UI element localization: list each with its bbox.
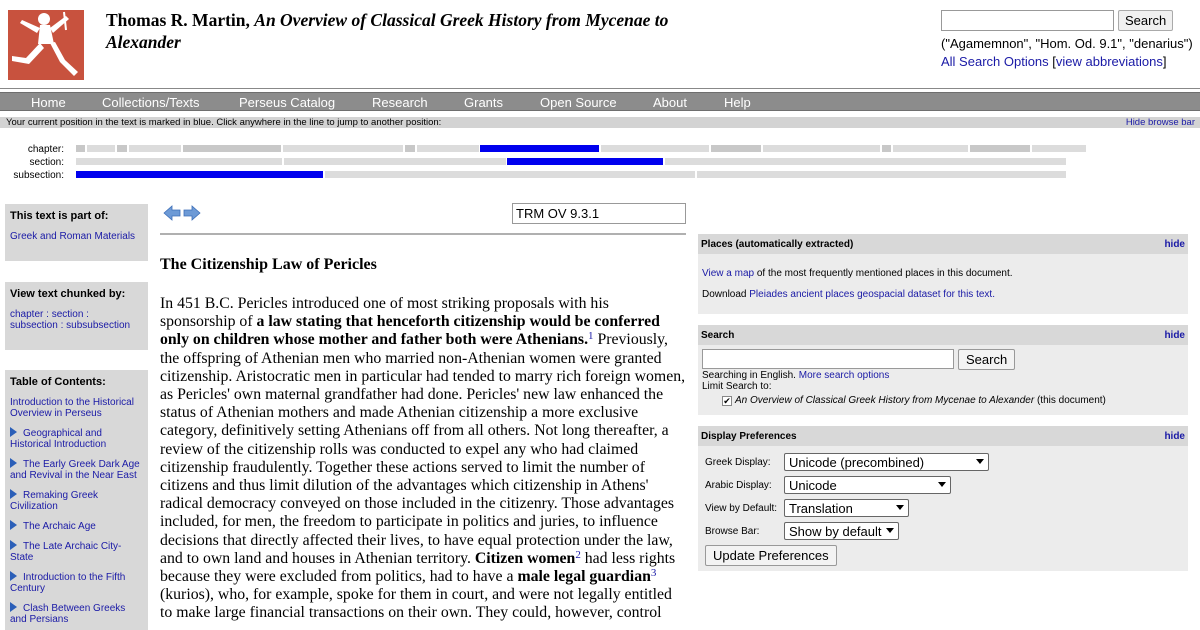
bracket-open: [ xyxy=(1052,54,1056,69)
chapter-segment-current[interactable] xyxy=(480,145,599,152)
text-navigation xyxy=(163,205,203,221)
preferences-heading: Display Preferences xyxy=(701,431,797,442)
chunk-subsection-link[interactable]: subsection xyxy=(10,320,58,331)
search-input[interactable] xyxy=(941,10,1114,31)
browse-bar-instructions: Your current position in the text is marked in blue. Click anywhere in the line to jump to another position: xyxy=(6,117,442,128)
page-title xyxy=(106,9,726,53)
section-segment[interactable] xyxy=(76,158,282,165)
toc-item-label[interactable]: Introduction to the Fifth Century xyxy=(10,572,126,594)
chunk-separator: : xyxy=(60,320,64,331)
section-segment[interactable] xyxy=(284,158,506,165)
hide-browse-bar-link[interactable]: Hide browse bar xyxy=(1125,117,1195,128)
toc-item-label[interactable]: The Early Greek Dark Age and Revival in the Near East xyxy=(10,459,140,481)
body-text-segment: (kurios), who, for example, spoke for them in court, and were not legally entitled to make large financial transactions on their own. They could, however, control xyxy=(160,586,672,622)
chapter-segment[interactable] xyxy=(129,145,181,152)
body-text xyxy=(160,295,688,623)
chapter-segment[interactable] xyxy=(417,145,479,152)
limit-checkbox[interactable]: ✔ xyxy=(723,396,731,406)
expand-arrow-icon[interactable] xyxy=(10,427,17,437)
search-panel-header xyxy=(698,325,1188,345)
toc-item-label[interactable]: The Late Archaic City-State xyxy=(10,541,122,563)
main-nav xyxy=(0,92,1200,111)
toc-item[interactable] xyxy=(10,540,143,563)
chevron-down-icon xyxy=(976,459,984,464)
browse-label-section: section: xyxy=(29,157,64,168)
chapter-segment[interactable] xyxy=(970,145,1030,152)
chapter-segment[interactable] xyxy=(601,145,709,152)
toc-item[interactable] xyxy=(10,571,143,594)
update-preferences-button[interactable]: Update Preferences xyxy=(705,545,837,566)
searching-in-text: Searching in English. xyxy=(702,370,796,381)
search-language-line xyxy=(702,370,889,381)
toc-item-label[interactable]: Clash Between Greeks and Persians xyxy=(10,603,126,625)
nav-research[interactable]: Research xyxy=(372,95,428,110)
header xyxy=(0,0,1200,90)
next-arrow-icon[interactable] xyxy=(184,206,200,220)
toc-item[interactable] xyxy=(10,520,143,532)
part-of-heading: This text is part of: xyxy=(10,210,109,222)
search-links xyxy=(941,54,1167,69)
expand-arrow-icon[interactable] xyxy=(10,520,17,530)
browse-bar-pref-select[interactable] xyxy=(784,522,899,540)
display-preferences-panel xyxy=(698,426,1188,571)
view-default-value: Translation xyxy=(789,501,853,516)
toc-item[interactable] xyxy=(10,427,143,450)
arabic-display-label: Arabic Display: xyxy=(705,480,772,491)
chapter-segment[interactable] xyxy=(405,145,415,152)
chapter-segment[interactable] xyxy=(763,145,880,152)
divider xyxy=(160,233,686,235)
body-text-bold: male legal guardian xyxy=(517,568,651,586)
footnote-3[interactable] xyxy=(651,567,657,579)
nav-perseus-catalog[interactable]: Perseus Catalog xyxy=(239,95,336,110)
chapter-segment[interactable] xyxy=(1032,145,1086,152)
citation-input[interactable] xyxy=(512,203,686,224)
view-map-text: of the most frequently mentioned places in this document. xyxy=(754,268,1013,279)
download-text: Download xyxy=(702,289,750,300)
chapter-segment[interactable] xyxy=(893,145,968,152)
body-text-segment: In 451 B.C. Pericles introduced one of most striking proposals with his sponsorship of xyxy=(160,295,609,331)
bracket-close: ] xyxy=(1162,54,1167,69)
greek-display-label: Greek Display: xyxy=(705,457,771,468)
chunk-links xyxy=(10,309,143,331)
nav-collections[interactable]: Collections/Texts xyxy=(102,95,200,110)
expand-arrow-icon[interactable] xyxy=(10,571,17,581)
greek-roman-materials-link[interactable]: Greek and Roman Materials xyxy=(10,231,136,242)
body-text-segment: Previously, the offspring of Athenian men who married non-Athenian women were granted citizenship. Aristocratic men in particular had tended to marry rich foreign women, as Pericles' own maternal grandfather had done. Pericles' new law enhanced the status of Athenian mothers and made Athenian citizenship a more exclusive category, definitively setting Athenians off from all others. Not long thereafter, a review of the citizenship rolls was conducted to expel any who had claimed citizenship fraudulently. Together these actions served to limit the number of citizens and thus limit dilution of the advantages which citizenship in Athens' radical democracy conveyed on those included in the citizenry. Those advantages included, for men, the freedom to participate in politics and juries, to influence decisions that directly affected their lives, to have equal protection under the law, and to own land and houses in Athenian territory. xyxy=(160,331,686,567)
toc-item-label[interactable]: The Archaic Age xyxy=(23,521,96,532)
subsection-browse-bar[interactable] xyxy=(76,171,1066,178)
places-download-line xyxy=(702,289,995,300)
section-title: The Citizenship Law of Pericles xyxy=(160,256,377,273)
search-panel xyxy=(698,325,1188,415)
chapter-browse-bar[interactable] xyxy=(76,145,1086,152)
arabic-display-value: Unicode xyxy=(789,478,837,493)
body-text-bold: Citizen women xyxy=(474,549,576,567)
expand-arrow-icon[interactable] xyxy=(10,458,17,468)
nav-grants[interactable]: Grants xyxy=(464,95,504,110)
chapter-segment[interactable] xyxy=(711,145,761,152)
chapter-segment[interactable] xyxy=(87,145,115,152)
perseus-logo[interactable] xyxy=(4,6,88,82)
body-text-bold: a law stating that henceforth citizenship would be conferred only on children whose mother and father both were Athenians. xyxy=(160,313,660,349)
work-title: An Overview of Classical Greek History from Mycenae to Alexander xyxy=(106,10,669,52)
toc-heading: Table of Contents: xyxy=(10,376,106,388)
subsection-segment[interactable] xyxy=(325,171,695,178)
chapter-segment[interactable] xyxy=(183,145,281,152)
chevron-down-icon xyxy=(938,482,946,487)
toc-item[interactable] xyxy=(10,602,143,625)
chunk-separator: : xyxy=(46,309,49,320)
browse-bar-pref-value: Show by default xyxy=(789,524,882,539)
browse-label-subsection: subsection: xyxy=(13,170,64,181)
hide-preferences-link[interactable]: hide xyxy=(1164,431,1185,442)
browse-bar-message xyxy=(0,117,1200,128)
nav-home[interactable]: Home xyxy=(31,95,66,110)
places-panel xyxy=(698,234,1188,314)
subsection-segment-current[interactable] xyxy=(76,171,323,178)
chunk-separator: : xyxy=(86,309,89,320)
chapter-segment[interactable] xyxy=(117,145,127,152)
previous-arrow-icon[interactable] xyxy=(164,206,180,220)
part-of-box xyxy=(5,204,148,261)
author-name: Thomas R. Martin, xyxy=(106,10,250,30)
nav-about[interactable]: About xyxy=(653,95,687,110)
section-segment[interactable] xyxy=(665,158,1066,165)
limit-search-label: Limit Search to: xyxy=(702,381,772,392)
expand-arrow-icon[interactable] xyxy=(10,540,17,550)
view-abbreviations-link[interactable]: view abbreviations xyxy=(1055,54,1163,69)
document-search-button[interactable]: Search xyxy=(958,349,1015,370)
hide-search-link[interactable]: hide xyxy=(1164,330,1185,341)
preferences-panel-header xyxy=(698,426,1188,446)
toc-item-label[interactable]: Introduction to the Historical Overview in Perseus xyxy=(10,397,134,419)
section-browse-bar[interactable] xyxy=(76,158,1066,165)
toc-item[interactable] xyxy=(10,458,143,481)
limit-search-option xyxy=(722,395,1106,406)
nav-help[interactable]: Help xyxy=(724,95,751,110)
chunk-chapter-link[interactable]: chapter xyxy=(10,309,44,320)
section-segment-current[interactable] xyxy=(507,158,663,165)
footnote-link[interactable]: 1 xyxy=(588,330,594,343)
chevron-down-icon xyxy=(886,528,894,533)
document-search-input[interactable] xyxy=(702,349,954,369)
chapter-segment[interactable] xyxy=(76,145,85,152)
places-heading: Places (automatically extracted) xyxy=(701,239,854,250)
limit-document-suffix: (this document) xyxy=(1034,395,1106,406)
search-panel-heading: Search xyxy=(701,330,735,341)
body-text-segment: had less rights because they were excluded from politics, had to have a xyxy=(160,549,676,586)
chevron-down-icon xyxy=(896,505,904,510)
browse-bar-pref-label: Browse Bar: xyxy=(705,526,760,537)
table-of-contents xyxy=(5,370,148,630)
footnote-link[interactable]: 3 xyxy=(650,567,657,580)
limit-document-title: An Overview of Classical Greek History from Mycenae to Alexander xyxy=(735,395,1035,406)
search-examples: ("Agamemnon", "Hom. Od. 9.1", "denarius") xyxy=(941,36,1193,51)
pleiades-dataset-link[interactable]: Pleiades ancient places geospacial dataset for this text. xyxy=(749,289,995,300)
toc-item[interactable] xyxy=(10,397,143,419)
view-default-label: View by Default: xyxy=(705,503,778,514)
more-search-options-link[interactable]: More search options xyxy=(798,370,890,381)
expand-arrow-icon[interactable] xyxy=(10,602,17,612)
toc-item-label[interactable]: Remaking Greek Civilization xyxy=(10,490,99,512)
all-search-options-link[interactable]: All Search Options xyxy=(941,54,1049,69)
browse-label-chapter: chapter: xyxy=(27,144,64,155)
places-map-line xyxy=(702,268,1013,279)
toc-item[interactable] xyxy=(10,489,143,512)
greek-display-value: Unicode (precombined) xyxy=(789,455,925,470)
hide-places-link[interactable]: hide xyxy=(1164,239,1185,250)
view-default-select[interactable] xyxy=(784,499,909,517)
nav-open-source[interactable]: Open Source xyxy=(540,95,617,110)
chapter-segment[interactable] xyxy=(283,145,403,152)
divider xyxy=(0,88,1200,89)
footnote-link[interactable]: 2 xyxy=(575,548,581,561)
chunked-by-box xyxy=(5,282,148,350)
subsection-segment[interactable] xyxy=(697,171,1066,178)
expand-arrow-icon[interactable] xyxy=(10,489,17,499)
arabic-display-select[interactable] xyxy=(784,476,951,494)
toc-item-label[interactable]: Geographical and Historical Introduction xyxy=(10,428,107,450)
chunked-by-heading: View text chunked by: xyxy=(10,288,126,300)
greek-display-select[interactable] xyxy=(784,453,989,471)
search-button[interactable]: Search xyxy=(1118,10,1173,31)
chunk-section-link[interactable]: section xyxy=(51,309,84,320)
chapter-segment[interactable] xyxy=(882,145,891,152)
view-map-link[interactable]: View a map xyxy=(702,268,755,279)
chunk-subsubsection-link[interactable]: subsubsection xyxy=(66,320,131,331)
places-panel-header xyxy=(698,234,1188,254)
